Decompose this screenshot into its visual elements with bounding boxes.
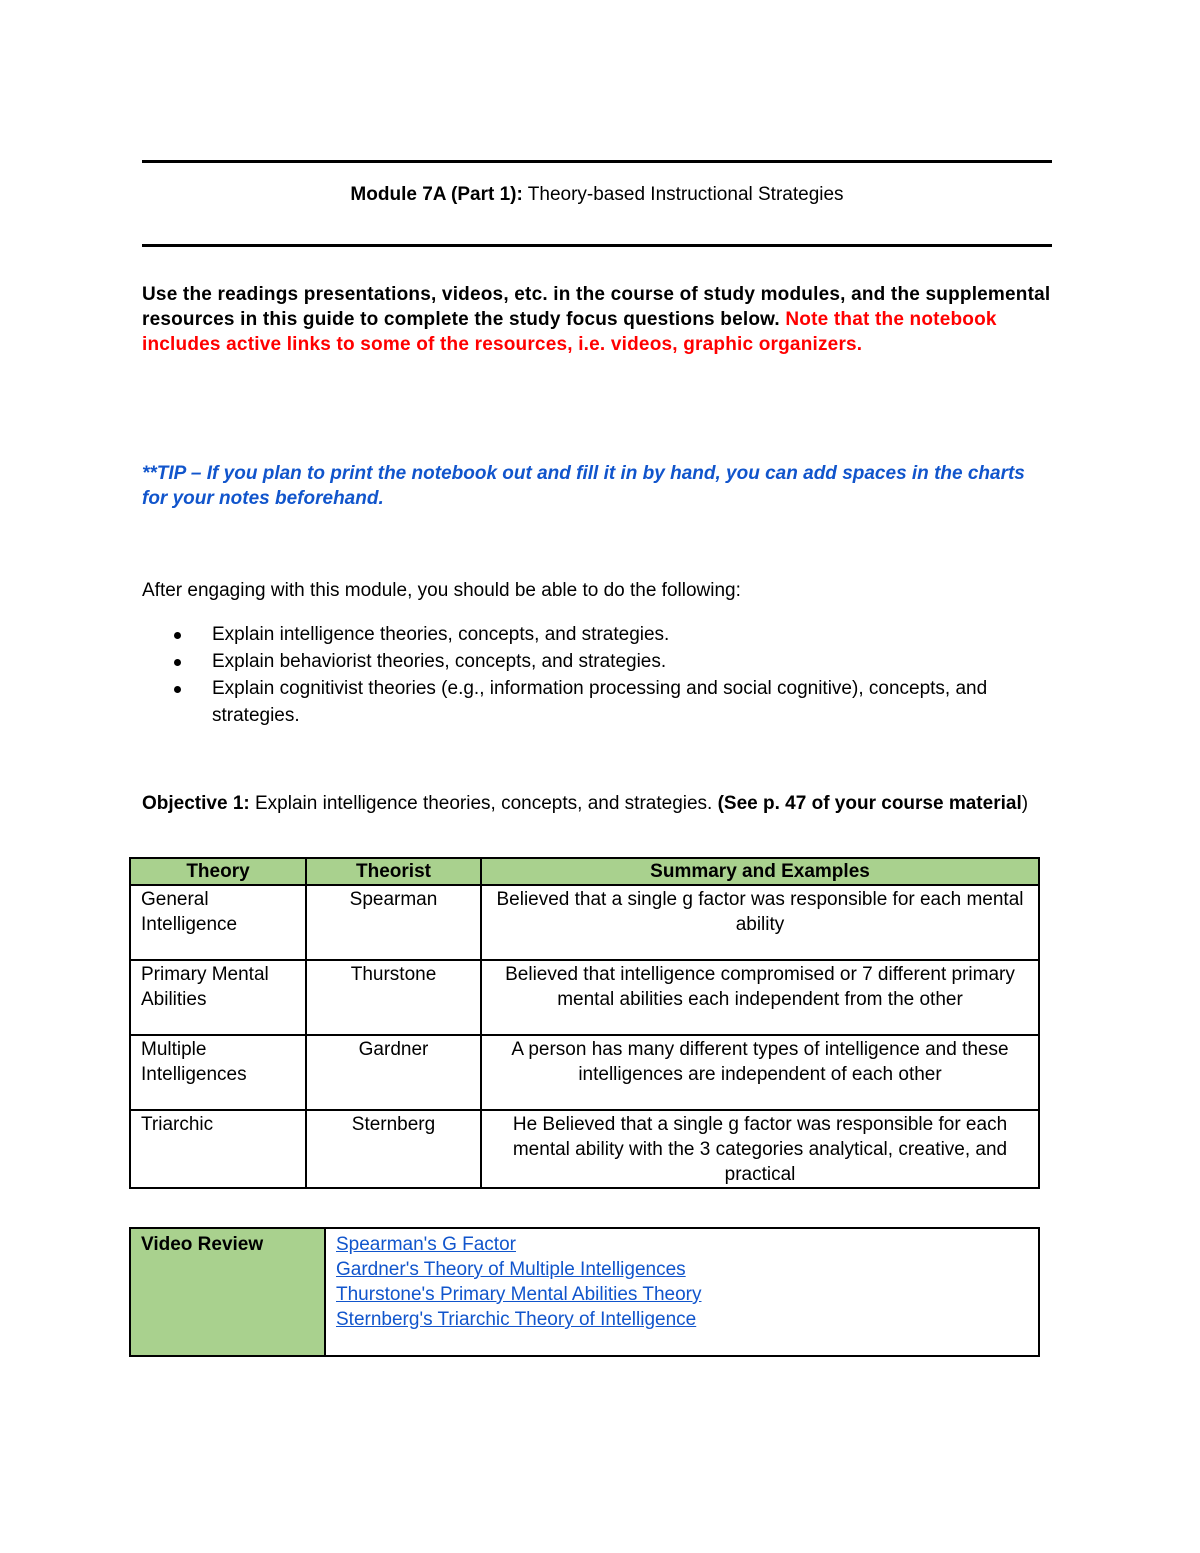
tip-paragraph: **TIP – If you plan to print the notebook out and fill it in by hand, you can add spaces in the charts for your notes beforehand. (142, 463, 1025, 509)
video-review-label: Video Review (130, 1228, 325, 1356)
summary-cell: Believed that intelligence compromised or 7 different primary mental abilities each independent from the other (481, 960, 1039, 1035)
theory-cell: Multiple Intelligences (130, 1035, 306, 1110)
table-row (130, 960, 1039, 1035)
after-engaging-text: After engaging with this module, you should be able to do the following: (142, 580, 741, 601)
objective-1 (142, 790, 1057, 817)
table-row (130, 1110, 1039, 1188)
objective-text: Explain intelligence theories, concepts, and strategies. (255, 793, 713, 814)
theory-cell: General Intelligence (130, 885, 306, 960)
header-theory: Theory (130, 858, 306, 885)
objective-close: ) (1021, 793, 1029, 814)
module-title (142, 184, 1052, 206)
theorist-cell: Thurstone (306, 960, 481, 1035)
theory-cell: Triarchic (130, 1110, 306, 1188)
table-row (130, 1035, 1039, 1110)
bullet-icon (174, 659, 181, 666)
video-links-cell (325, 1228, 1039, 1356)
summary-cell: He Believed that a single g factor was responsible for each mental ability with the 3 categories analytical, creative, and practical (481, 1110, 1039, 1188)
bottom-divider (142, 244, 1052, 247)
objective-reference: (See p. 47 of your course material (717, 793, 1022, 814)
module-label: Module 7A (Part 1): (350, 184, 523, 205)
header-summary: Summary and Examples (481, 858, 1039, 885)
video-link-sternberg[interactable]: Sternberg's Triarchic Theory of Intelligence (336, 1309, 697, 1330)
list-item: Explain cognitivist theories (e.g., information processing and social cognitive), concepts, and strategies. (142, 675, 1057, 729)
module-title-text: Theory-based Instructional Strategies (527, 184, 844, 205)
intro-paragraph (142, 282, 1057, 357)
objective-label: Objective 1: (142, 793, 250, 814)
video-link-spearman[interactable]: Spearman's G Factor (336, 1234, 516, 1255)
theory-table (129, 857, 1040, 1189)
video-link-gardner[interactable]: Gardner's Theory of Multiple Intelligences (336, 1259, 686, 1280)
video-review-table (129, 1227, 1040, 1357)
theory-cell: Primary Mental Abilities (130, 960, 306, 1035)
theorist-cell: Spearman (306, 885, 481, 960)
learning-outcomes-list (142, 621, 1057, 729)
intro-note: Note that the notebook includes active links to some of the resources, i.e. videos, graphic organizers. (142, 309, 997, 355)
header-theorist: Theorist (306, 858, 481, 885)
list-item: Explain intelligence theories, concepts, and strategies. (142, 621, 1057, 648)
summary-cell: A person has many different types of intelligence and these intelligences are independent of each other (481, 1035, 1039, 1110)
list-item: Explain behaviorist theories, concepts, and strategies. (142, 648, 1057, 675)
theorist-cell: Gardner (306, 1035, 481, 1110)
top-divider (142, 160, 1052, 163)
table-row (130, 885, 1039, 960)
table-header-row (130, 858, 1039, 885)
table-row (130, 1228, 1039, 1356)
video-link-thurstone[interactable]: Thurstone's Primary Mental Abilities Theory (336, 1284, 702, 1305)
summary-cell: Believed that a single g factor was responsible for each mental ability (481, 885, 1039, 960)
theorist-cell: Sternberg (306, 1110, 481, 1188)
bullet-icon (174, 686, 181, 693)
intro-instructions: Use the readings presentations, videos, etc. in the course of study modules, and the supplemental resources in this guide to complete the study focus questions below. (142, 284, 1051, 330)
bullet-icon (174, 632, 181, 639)
